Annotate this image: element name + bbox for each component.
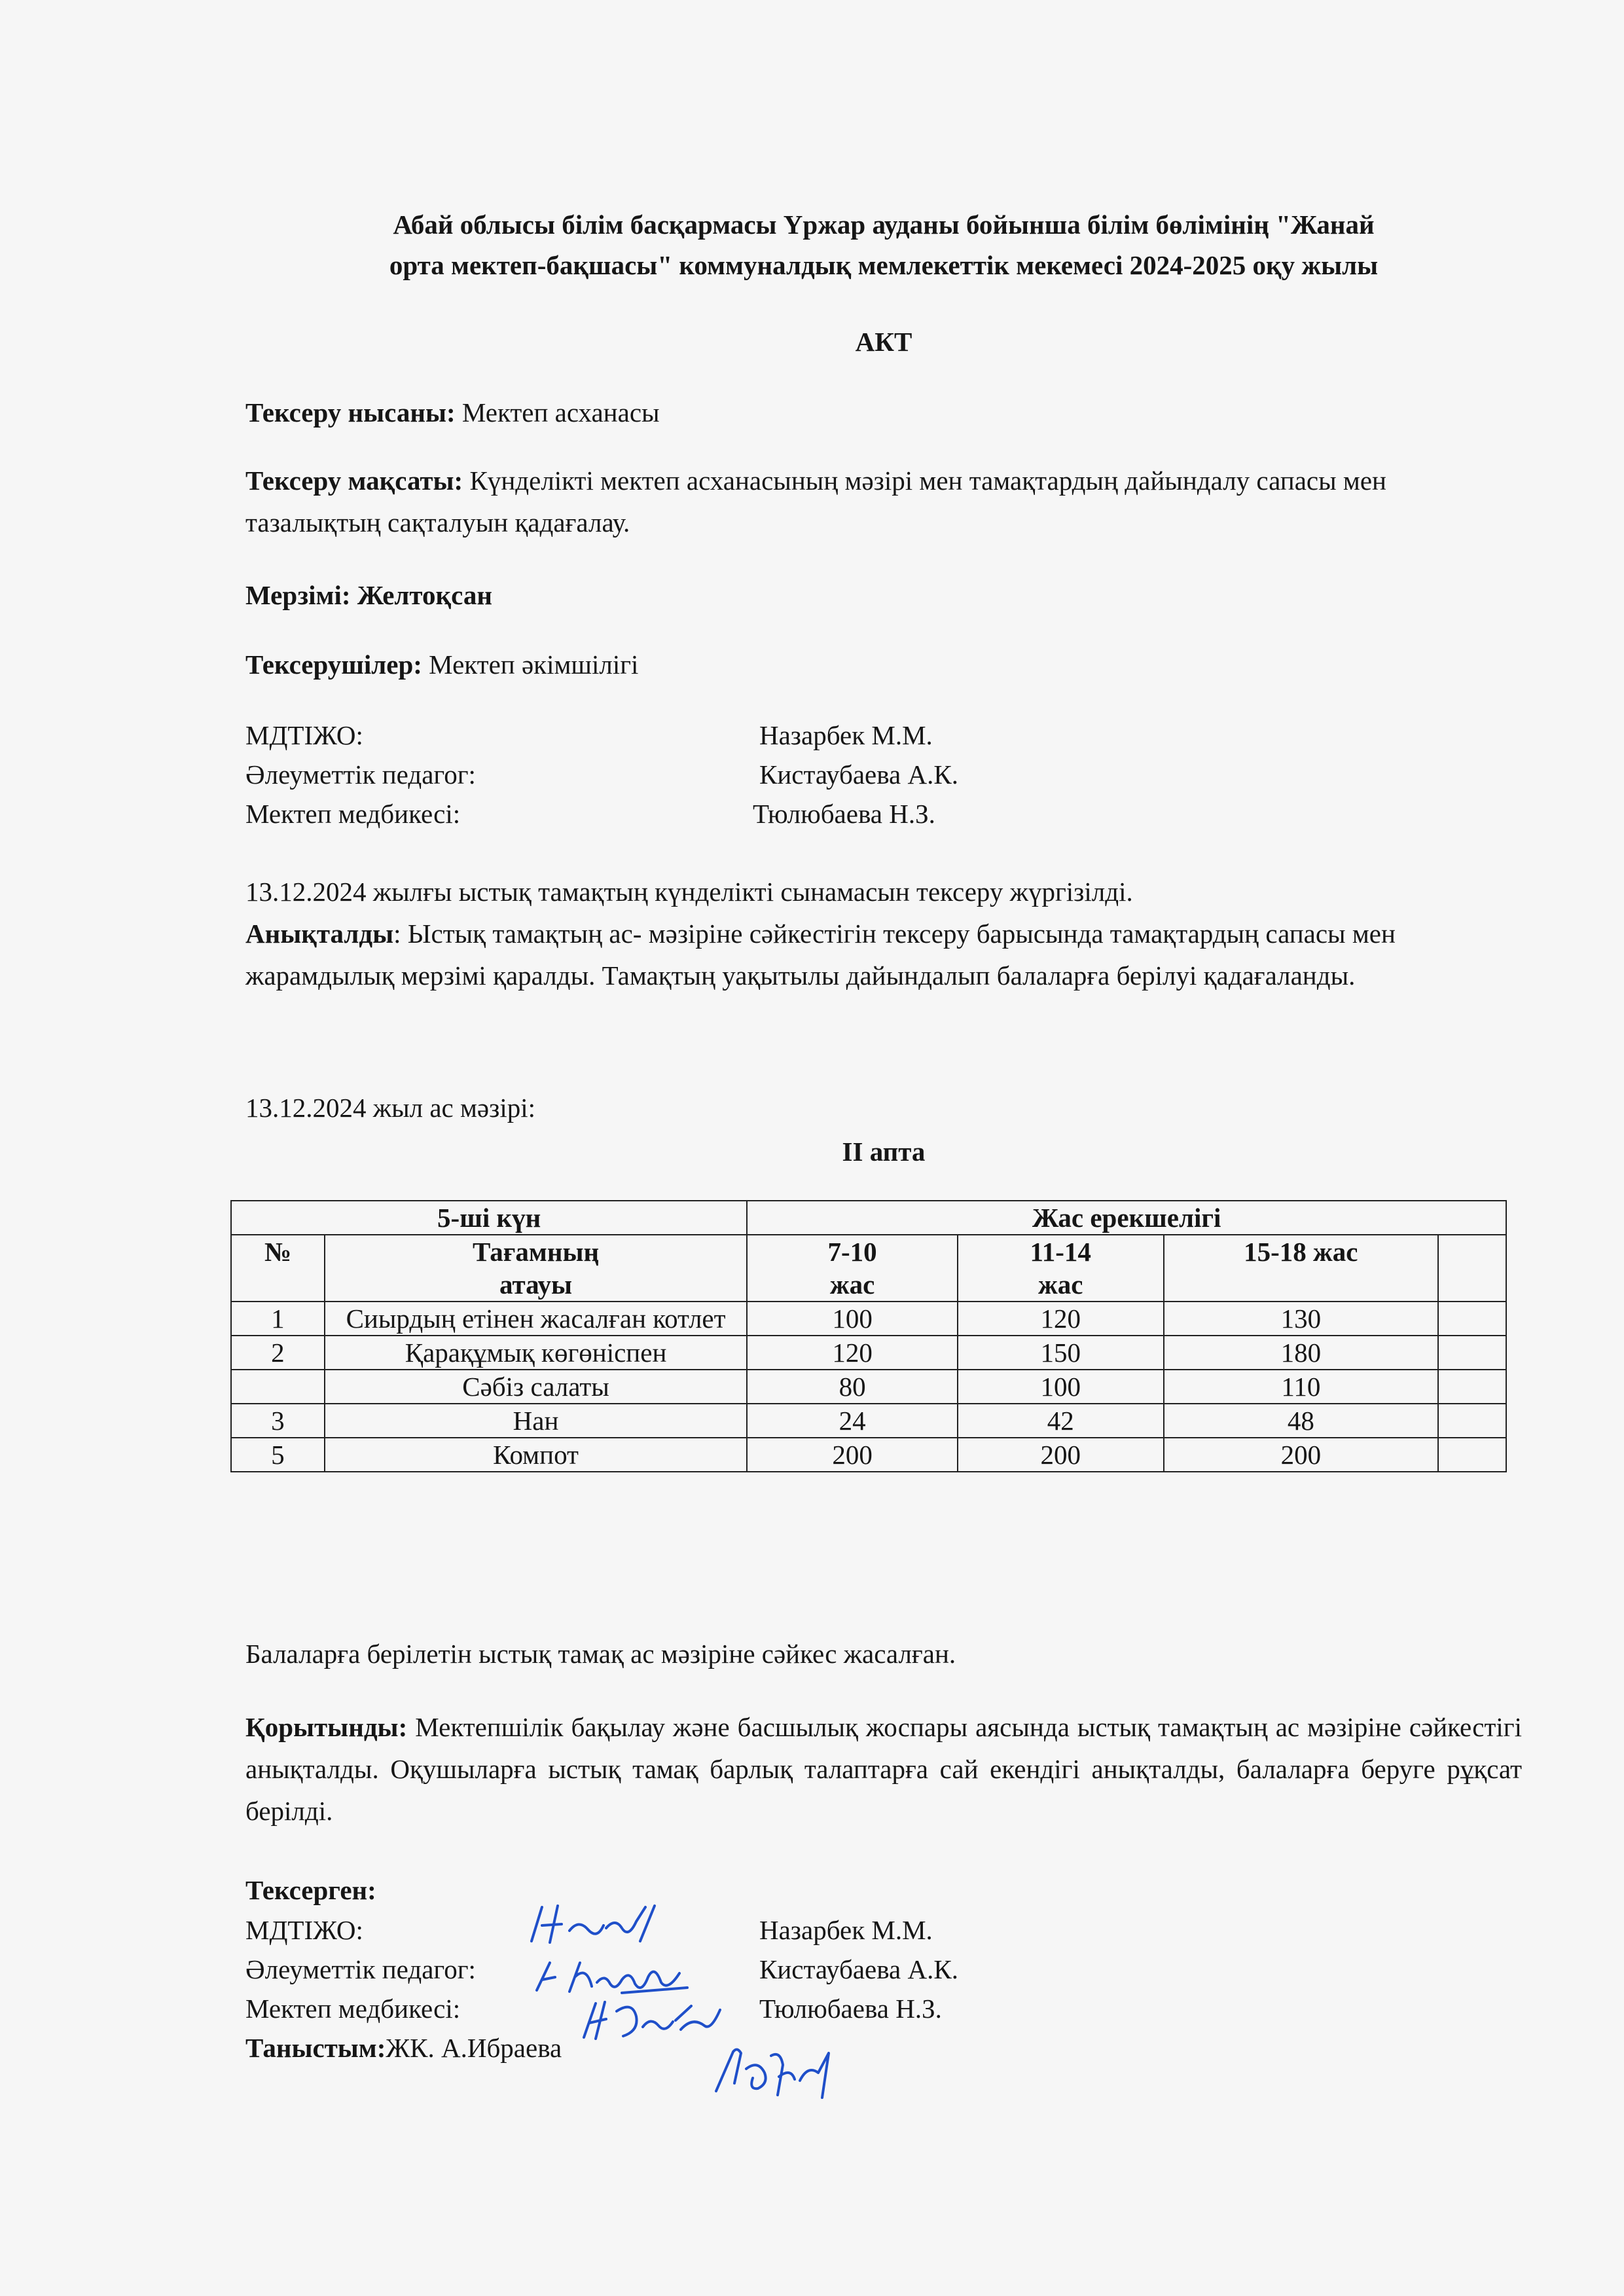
found-label: Анықталды [245,919,394,949]
object-value: Мектеп асханасы [455,397,660,428]
check-line: 13.12.2024 жылғы ыстық тамақтың күнделікті сынамасын тексеру жүргізілді. [245,877,1133,907]
found-paragraph [245,913,1522,996]
signer-role: Әлеуметтік педагог: [245,1954,476,1984]
signer-role: МДТІЖО: [245,1915,363,1945]
table-header-row [231,1235,1506,1302]
empty-cell [1438,1370,1506,1404]
inspector-role: МДТІЖО: [245,720,363,750]
dish-name: Компот [325,1438,747,1472]
portion-11-14: 100 [958,1370,1164,1404]
inspector-name: Кистаубаева А.К. [759,759,958,790]
name-header-line-1: Тағамның [472,1237,600,1267]
acquainted-value: ЖК. А.Ибраева [386,2033,562,2063]
document-title [262,204,1506,285]
found-text: : Ыстық тамақтың ас- мәзіріне сәйкестігін тексеру барысында тамақтардың сапасы мен жарамдылық мерзімі қаралды. Тамақтың уақытылы дайындалып балаларға берілуі қадағаланды. [245,919,1396,991]
age-11-14-line-1: 11-14 [1030,1237,1091,1267]
age-7-10-line-1: 7-10 [827,1237,877,1267]
row-num: 5 [231,1438,325,1472]
term-field: Мерзімі: Желтоқсан [245,580,492,610]
inspectors-value: Мектеп әкімшілігі [422,649,639,680]
name-header-line-2: атауы [499,1269,573,1300]
conclusion-text: Мектепшілік бақылау және басшылық жоспары аясында ыстық тамақтың ас мәзіріне сәйкестігі анықталды. Оқушыларға ыстық тамақ барлық талаптарға сай екендігі анықталды, балаларға беруге рұқсат берілді. [245,1712,1522,1826]
signature-kistaubaeva [524,1958,707,1997]
menu-date: 13.12.2024 жыл ас мәзірі: [245,1093,535,1123]
table-row [231,1302,1506,1336]
age-7-10-line-2: жас [829,1269,875,1300]
inspector-role: Әлеуметтік педагог: [245,759,476,790]
checked-label: Тексерген: [245,1875,376,1905]
portion-7-10: 200 [747,1438,958,1472]
inspector-row [245,794,1162,833]
age-11-14-line-2: жас [1038,1269,1083,1300]
table-header-row [231,1201,1506,1235]
age-15-18-header: 15-18 жас [1164,1235,1439,1302]
portion-7-10: 120 [747,1336,958,1370]
dish-name: Сиырдың етінен жасалған котлет [325,1302,747,1336]
purpose-value: Күнделікті мектеп асханасының мәзірі мен тамақтардың дайындалу сапасы мен тазалықтың сақталуын қадағалау. [245,465,1386,538]
table-row [231,1404,1506,1438]
signer-row [245,1910,1162,1950]
signer-role: Мектеп медбикесі: [245,1994,461,2024]
portion-11-14: 42 [958,1404,1164,1438]
title-line-2: орта мектеп-бақшасы" коммуналдық мемлекеттік мекемесі 2024-2025 оқу жылы [389,250,1379,280]
portion-15-18: 180 [1164,1336,1439,1370]
signer-name: Кистаубаева А.К. [759,1954,958,1984]
inspectors-list [245,716,1162,847]
portion-7-10: 80 [747,1370,958,1404]
empty-cell [1438,1438,1506,1472]
table-row [231,1370,1506,1404]
empty-cell [1438,1302,1506,1336]
signer-name: Тюлюбаева Н.З. [759,1994,942,2024]
portion-7-10: 24 [747,1404,958,1438]
empty-cell [1438,1336,1506,1370]
signature-nazarbek [524,1902,668,1948]
object-field [245,392,1522,433]
conclusion-label: Қорытынды: [245,1712,408,1742]
empty-header-cell [1438,1235,1506,1302]
statement: Балаларға берілетін ыстық тамақ ас мәзіріне сәйкес жасалған. [245,1639,956,1669]
row-num: 3 [231,1404,325,1438]
age-7-10-header [747,1235,958,1302]
table-row [231,1438,1506,1472]
signature-ibraeva [707,2043,851,2102]
age-group-header: Жас ерекшелігі [747,1201,1506,1235]
portion-15-18: 200 [1164,1438,1439,1472]
act-heading: АКТ [855,327,912,357]
dish-name: Сәбіз салаты [325,1370,747,1404]
portion-11-14: 120 [958,1302,1164,1336]
portion-11-14: 150 [958,1336,1164,1370]
signature-tyulyubaeva [576,1997,727,2043]
row-num [231,1370,325,1404]
portion-15-18: 48 [1164,1404,1439,1438]
empty-cell [1438,1404,1506,1438]
inspector-role: Мектеп медбикесі: [245,799,461,829]
inspectors-label: Тексерушілер: [245,649,422,680]
title-line-1: Абай облысы білім басқармасы Үржар ауданы бойынша білім бөлімінің "Жанай [393,210,1375,240]
portion-7-10: 100 [747,1302,958,1336]
acquainted-label: Таныстым: [245,2033,386,2063]
object-label: Тексеру нысаны: [245,397,456,428]
week-heading: II апта [842,1137,926,1167]
inspectors-field [245,644,1522,685]
table-row [231,1336,1506,1370]
day-header: 5-ші күн [231,1201,747,1235]
inspector-row [245,716,1162,755]
num-header: № [231,1235,325,1302]
row-num: 1 [231,1302,325,1336]
dish-name: Қарақұмық көгөніспен [325,1336,747,1370]
row-num: 2 [231,1336,325,1370]
signer-name: Назарбек М.М. [759,1915,933,1945]
age-11-14-header [958,1235,1164,1302]
inspector-name: Назарбек М.М. [759,720,933,750]
purpose-label: Тексеру мақсаты: [245,465,463,496]
portion-15-18: 110 [1164,1370,1439,1404]
inspector-row [245,755,1162,794]
menu-table [230,1200,1507,1472]
conclusion-paragraph [245,1706,1522,1832]
inspector-name: Тюлюбаева Н.З. [753,799,935,829]
portion-11-14: 200 [958,1438,1164,1472]
name-header [325,1235,747,1302]
dish-name: Нан [325,1404,747,1438]
purpose-field [245,460,1522,543]
portion-15-18: 130 [1164,1302,1439,1336]
